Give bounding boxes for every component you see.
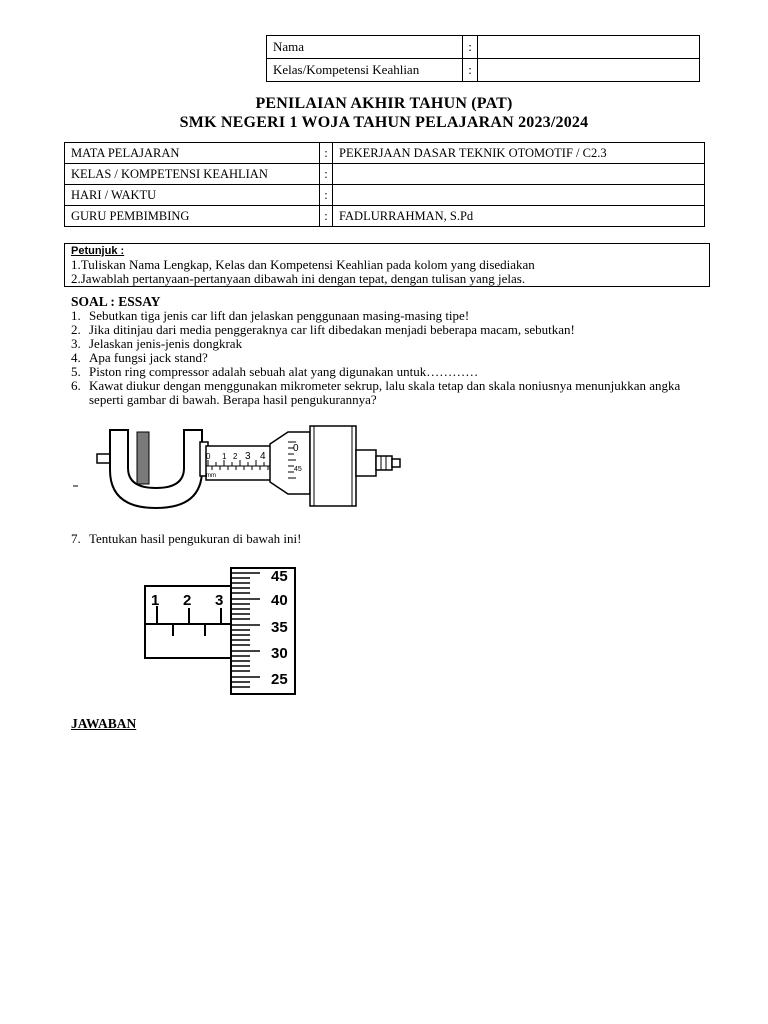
question-item	[71, 337, 711, 351]
identity-label: Kelas/Kompetensi Keahlian	[267, 59, 463, 82]
identity-row-nama	[267, 36, 700, 59]
question-item	[71, 309, 711, 323]
micrometer-scale-illustration	[140, 564, 330, 698]
exam-title: PENILAIAN AKHIR TAHUN (PAT)	[255, 95, 513, 112]
question-number: 2.	[71, 322, 81, 337]
question-number: 7.	[71, 531, 81, 546]
thimble-scale-number: 25	[271, 671, 288, 688]
question-number: 4.	[71, 350, 81, 365]
identity-separator: :	[463, 36, 478, 59]
question-text: Tentukan hasil pengukuran di bawah ini!	[89, 531, 302, 546]
micrometer-illustration	[70, 420, 410, 515]
info-table	[64, 142, 705, 227]
thimble-scale-number: 45	[271, 568, 288, 585]
sleeve-number: 1	[222, 452, 227, 461]
thimble-number: 0	[293, 443, 299, 454]
info-label: KELAS / KOMPETENSI KEAHLIAN	[65, 164, 320, 185]
info-value	[333, 164, 705, 185]
sleeve-number: 0	[206, 452, 211, 461]
question-number: 1.	[71, 308, 81, 323]
info-row	[65, 206, 705, 227]
section-title: SOAL : ESSAY	[71, 294, 161, 309]
info-row	[65, 143, 705, 164]
identity-value-field[interactable]	[478, 36, 700, 59]
school-title: SMK NEGERI 1 WOJA TAHUN PELAJARAN 2023/2024	[179, 114, 589, 131]
identity-label: Nama	[267, 36, 463, 59]
thimble-scale-number: 30	[271, 645, 288, 662]
question-number: 6.	[71, 378, 81, 393]
instructions-heading: Petunjuk :	[71, 245, 125, 257]
info-label: MATA PELAJARAN	[65, 143, 320, 164]
question-list	[71, 309, 711, 407]
question-text: Apa fungsi jack stand?	[89, 350, 208, 365]
main-scale-number: 3	[215, 592, 224, 609]
question-text: Sebutkan tiga jenis car lift dan jelaskan penggunaan masing-masing tipe!	[89, 308, 470, 323]
thimble-scale-number: 35	[271, 619, 288, 636]
identity-value-field[interactable]	[478, 59, 700, 82]
info-separator: :	[320, 143, 333, 164]
question-item	[71, 323, 711, 337]
main-scale-number: 1	[151, 592, 160, 609]
info-value	[333, 185, 705, 206]
instruction-line: 2.Jawablah pertanyaan-pertanyaan dibawah ini dengan tepat, dengan tulisan yang jelas.	[71, 271, 526, 286]
question-number: 3.	[71, 336, 81, 351]
question-number: 5.	[71, 364, 81, 379]
info-value: FADLURRAHMAN, S.Pd	[333, 206, 705, 227]
question-text: Piston ring compressor adalah sebuah alat yang digunakan untuk…………	[89, 364, 479, 379]
identity-row-kelas	[267, 59, 700, 82]
main-scale-number: 2	[183, 592, 192, 609]
info-value: PEKERJAAN DASAR TEKNIK OTOMOTIF / C2.3	[333, 143, 705, 164]
question-item	[71, 379, 711, 407]
info-row	[65, 164, 705, 185]
question-text: Kawat diukur dengan menggunakan mikrometer sekrup, lalu skala tetap dan skala noniusnya menunjukkan angka seperti gambar di bawah. Berapa hasil pengukurannya?	[89, 378, 681, 407]
sleeve-number: 3	[245, 451, 251, 462]
identity-separator: :	[463, 59, 478, 82]
instructions-box	[64, 243, 710, 287]
sleeve-number: 2	[233, 452, 238, 461]
sleeve-unit-label: mm	[206, 473, 216, 479]
question-item	[71, 351, 711, 365]
info-separator: :	[320, 185, 333, 206]
info-separator: :	[320, 206, 333, 227]
question-item	[71, 365, 711, 379]
answer-heading: JAWABAN	[71, 716, 137, 731]
info-row	[65, 185, 705, 206]
sleeve-number: 4	[260, 451, 266, 462]
thimble-number: 45	[294, 466, 302, 473]
thimble-scale-number: 40	[271, 592, 288, 609]
info-separator: :	[320, 164, 333, 185]
question-text: Jelaskan jenis-jenis dongkrak	[89, 336, 243, 351]
info-label: HARI / WAKTU	[65, 185, 320, 206]
info-label: GURU PEMBIMBING	[65, 206, 320, 227]
identity-table	[266, 35, 700, 82]
question-text: Jika ditinjau dari media penggeraknya car lift dibedakan menjadi beberapa macam, sebutkan!	[89, 322, 575, 337]
instruction-line: 1.Tuliskan Nama Lengkap, Kelas dan Kompetensi Keahlian pada kolom yang disediakan	[71, 257, 535, 272]
question-item	[71, 531, 301, 547]
